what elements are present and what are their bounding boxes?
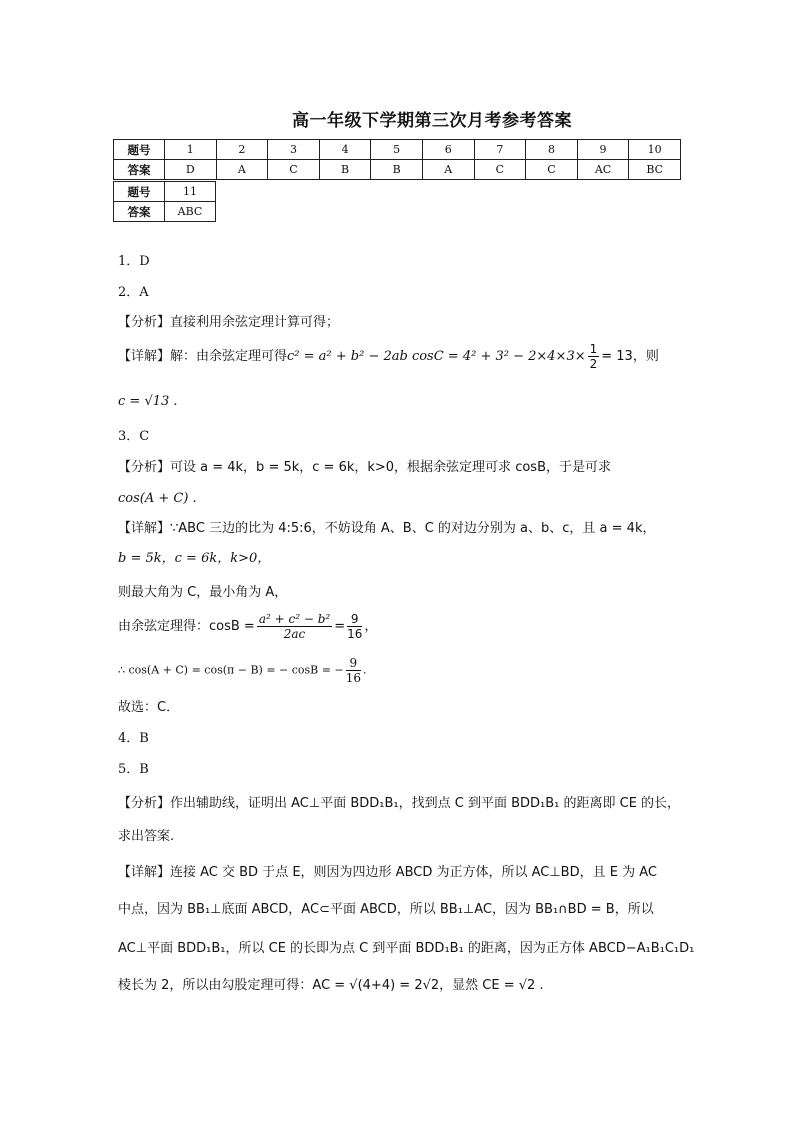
answer-table (113, 139, 681, 180)
table-cell: 8 (526, 140, 578, 160)
table-row (114, 202, 216, 222)
q3-choice: 故选：C． (118, 700, 180, 715)
table-row (114, 160, 681, 180)
table-cell: 4 (319, 140, 371, 160)
table-cell: AC (577, 160, 629, 180)
table-header-cell: 题号 (114, 182, 165, 202)
q3-cosine-rule (118, 612, 377, 641)
table-row (114, 140, 681, 160)
table-cell: BC (629, 160, 681, 180)
table-cell: 11 (165, 182, 216, 202)
table-cell: 7 (474, 140, 526, 160)
table-cell: 1 (165, 140, 217, 160)
q2-result: c = √13 . (118, 394, 178, 409)
solution-3: 3．C (118, 429, 150, 444)
q2-detail-end: = 13，则 (601, 349, 659, 364)
table-cell: 6 (422, 140, 474, 160)
answer-table-continued (113, 181, 216, 222)
solution-1: 1．D (118, 254, 150, 269)
q3-conclusion (118, 656, 366, 685)
q3-conclusion-fraction (346, 656, 361, 685)
table-cell: 10 (629, 140, 681, 160)
q2-fraction (588, 342, 600, 371)
fraction-denominator: 16 (347, 627, 363, 641)
q5-detail: 【详解】连接 AC 交 BD 于点 E，则因为四边形 ABCD 为正方体，所以 AC⊥BD，且 E 为 AC (118, 865, 657, 880)
solution-2: 2．A (118, 285, 149, 300)
q5-analysis-cont: 求出答案. (118, 829, 175, 844)
table-cell: ABC (165, 202, 216, 222)
fraction-numerator: 9 (346, 656, 361, 671)
q5-detail-cont: 中点，因为 BB₁⊥底面 ABCD，AC⊂平面 ABCD，所以 BB₁⊥AC，因为 BB₁∩BD = B，所以 (118, 902, 654, 917)
equals-sign: = (334, 619, 346, 634)
table-cell: B (371, 160, 423, 180)
fraction-numerator: 9 (347, 612, 362, 627)
fraction-denominator: 2ac (283, 627, 306, 641)
table-header-cell: 答案 (114, 202, 165, 222)
page-title: 高一年级下学期第三次月考参考答案 (292, 111, 572, 131)
q3-fraction-value (347, 612, 362, 641)
solution-4: 4．B (118, 731, 149, 746)
punctuation: ， (364, 619, 378, 634)
table-cell: 5 (371, 140, 423, 160)
table-row (114, 182, 216, 202)
table-cell: 9 (577, 140, 629, 160)
q3-fraction (257, 612, 332, 641)
q3-text: 由余弦定理得：cosB = (118, 619, 255, 634)
q3-detail-cont: b = 5k，c = 6k，k>0， (118, 551, 271, 566)
q5-detail-cont-2: AC⊥平面 BDD₁B₁，所以 CE 的长即为点 C 到平面 BDD₁B₁ 的距离，因为正方体 ABCD−A₁B₁C₁D₁ (118, 941, 695, 956)
table-cell: C (526, 160, 578, 180)
fraction-denominator: 2 (589, 357, 598, 371)
punctuation: . (362, 663, 367, 677)
q3-conclusion-text: ∴ cos(A + C) = cos(π − B) = − cosB = − (118, 663, 344, 677)
solution-5: 5．B (118, 762, 149, 777)
table-cell: 3 (268, 140, 320, 160)
fraction-denominator: 16 (345, 671, 361, 685)
table-cell: A (422, 160, 474, 180)
q3-detail-angles: 则最大角为 C，最小角为 A， (118, 585, 288, 600)
q2-analysis: 【分析】直接利用余弦定理计算可得； (118, 315, 340, 330)
table-cell: C (268, 160, 320, 180)
table-cell: B (319, 160, 371, 180)
q5-analysis: 【分析】作出辅助线，证明出 AC⊥平面 BDD₁B₁，找到点 C 到平面 BDD₁B₁ 的距离即 CE 的长， (118, 796, 681, 811)
table-cell: C (474, 160, 526, 180)
fraction-numerator: a² + c² − b² (258, 612, 331, 626)
fraction-numerator: 1 (589, 342, 598, 356)
table-header-cell: 答案 (114, 160, 165, 180)
q5-detail-cont-3: 棱长为 2，所以由勾股定理可得：AC = √(4+4) = 2√2，显然 CE = √2 . (118, 978, 544, 993)
q3-analysis: 【分析】可设 a = 4k，b = 5k，c = 6k，k>0，根据余弦定理可求 cosB，于是可求 (118, 460, 611, 475)
q2-formula: c² = a² + b² − 2ab cosC = 4² + 3² − 2×4×3× (287, 349, 586, 364)
table-cell: D (165, 160, 217, 180)
table-header-cell: 题号 (114, 140, 165, 160)
table-cell: 2 (216, 140, 268, 160)
q3-detail: 【详解】∵ABC 三边的比为 4:5:6，不妨设角 A、B、C 的对边分别为 a、b、c，且 a = 4k， (118, 521, 656, 536)
q2-detail (118, 342, 659, 371)
q3-analysis-cont: cos(A + C) . (118, 491, 197, 506)
q2-detail-text: 【详解】解：由余弦定理可得 (118, 349, 288, 364)
table-cell: A (216, 160, 268, 180)
